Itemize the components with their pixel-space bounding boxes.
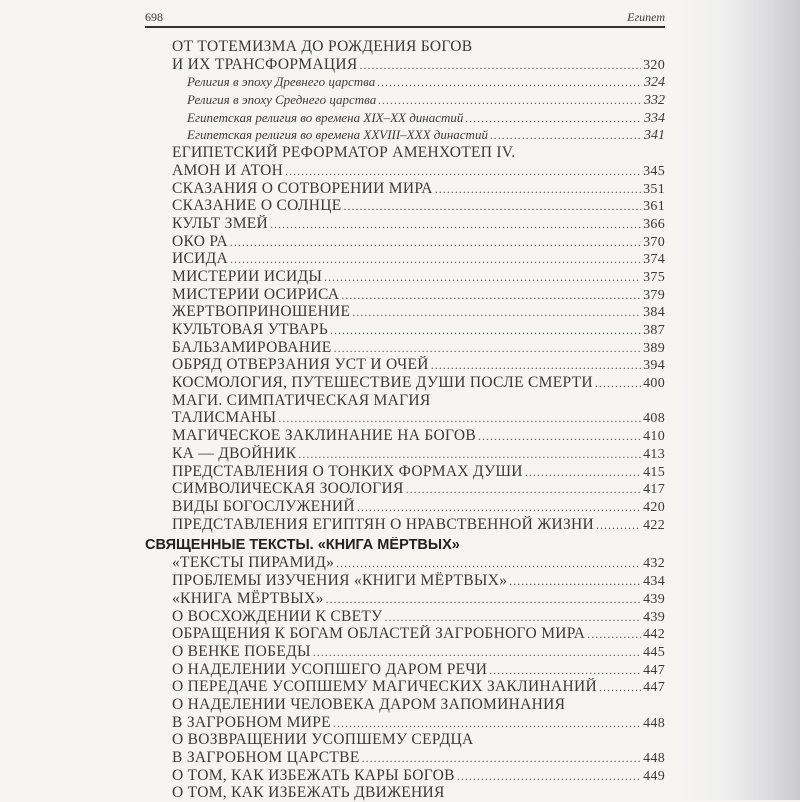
dot-leader bbox=[360, 57, 642, 74]
toc-entry bbox=[145, 643, 665, 661]
entry-page-number: 387 bbox=[643, 323, 665, 338]
entry-page-number: 439 bbox=[643, 591, 665, 607]
entry-page-number: 439 bbox=[643, 609, 665, 625]
dot-leader bbox=[378, 92, 642, 109]
entry-title: О НАДЕЛЕНИИ ЧЕЛОВЕКА ДАРОМ ЗАПОМИНАНИЯ bbox=[172, 695, 566, 713]
entry-page-number: 400 bbox=[643, 376, 665, 392]
entry-page-number: 442 bbox=[643, 627, 665, 643]
dot-leader bbox=[489, 662, 641, 679]
dot-leader bbox=[324, 269, 641, 286]
entry-page-number: 445 bbox=[643, 644, 665, 660]
entry-title: КУЛЬТОВАЯ УТВАРЬ bbox=[172, 321, 329, 338]
toc-entry bbox=[145, 661, 665, 679]
entry-title: КОСМОЛОГИЯ, ПУТЕШЕСТВИЕ ДУШИ ПОСЛЕ СМЕРТИ bbox=[172, 374, 593, 392]
entry-title: ЖЕРТВОПРИНОШЕНИЕ bbox=[172, 303, 351, 321]
dot-leader bbox=[435, 181, 641, 198]
entry-title: ПРЕДСТАВЛЕНИЯ ЕГИПТЯН О НРАВСТВЕННОЙ ЖИЗНИ bbox=[172, 515, 595, 533]
entry-page-number: 432 bbox=[643, 556, 665, 572]
dot-leader bbox=[587, 626, 641, 643]
dot-leader bbox=[478, 428, 641, 445]
dot-leader bbox=[270, 216, 641, 233]
entry-title: СВЯЩЕННЫЕ ТЕКСТЫ. «КНИГА МЁРТВЫХ» bbox=[145, 536, 460, 553]
toc-entry bbox=[145, 590, 665, 608]
dot-leader bbox=[595, 375, 641, 392]
toc-entry bbox=[145, 731, 665, 749]
entry-title: ПРЕДСТАВЛЕНИЯ О ТОНКИХ ФОРМАХ ДУШИ bbox=[172, 462, 523, 480]
dot-leader bbox=[334, 340, 642, 357]
toc-entry bbox=[145, 749, 665, 767]
toc-entry bbox=[145, 356, 665, 374]
toc-entry bbox=[145, 339, 665, 357]
toc-entry bbox=[145, 445, 665, 463]
dot-leader bbox=[230, 251, 641, 268]
toc-entry bbox=[145, 678, 665, 696]
page-number: 698 bbox=[145, 10, 163, 24]
dot-leader bbox=[343, 198, 641, 215]
dot-leader bbox=[596, 517, 641, 534]
dot-leader bbox=[384, 609, 641, 626]
entry-title: О ВОЗВРАЩЕНИИ УСОПШЕМУ СЕРДЦА bbox=[172, 731, 474, 749]
toc-entry bbox=[145, 91, 665, 109]
entry-title: ТАЛИСМАНЫ bbox=[172, 409, 277, 427]
entry-page-number: 448 bbox=[643, 715, 665, 731]
dot-leader bbox=[377, 74, 642, 91]
dot-leader bbox=[362, 750, 642, 767]
entry-title: О ВЕНКЕ ПОБЕДЫ bbox=[172, 642, 311, 660]
toc-entry bbox=[145, 572, 665, 590]
toc-entry bbox=[145, 427, 665, 445]
toc-entry bbox=[145, 38, 665, 56]
entry-page-number: 410 bbox=[643, 429, 665, 445]
dot-leader bbox=[333, 715, 641, 732]
entry-page-number: 332 bbox=[644, 93, 665, 109]
toc-entry bbox=[145, 109, 665, 127]
entry-title: СКАЗАНИЕ О СОЛНЦЕ bbox=[172, 197, 342, 215]
entry-page-number: 324 bbox=[644, 75, 665, 91]
toc-entry bbox=[145, 197, 665, 215]
entry-title: ОКО РА bbox=[172, 232, 228, 250]
toc-entry bbox=[145, 180, 665, 198]
entry-title: Религия в эпоху Древнего царства bbox=[187, 74, 376, 90]
entry-page-number: 320 bbox=[643, 57, 665, 73]
entry-title: СКАЗАНИЯ О СОТВОРЕНИИ МИРА bbox=[172, 179, 433, 197]
entry-title: КУЛЬТ ЗМЕЙ bbox=[172, 214, 269, 232]
entry-page-number: 374 bbox=[643, 252, 665, 268]
entry-title: МАГИЧЕСКОЕ ЗАКЛИНАНИЕ НА БОГОВ bbox=[172, 427, 476, 445]
entry-title: ОБРАЩЕНИЯ К БОГАМ ОБЛАСТЕЙ ЗАГРОБНОГО МИРА bbox=[172, 625, 586, 643]
entry-page-number: 413 bbox=[643, 446, 665, 462]
toc-entry bbox=[145, 268, 665, 286]
dot-leader bbox=[599, 679, 641, 696]
entry-title: Египетская религия во времена XXVIII–XXX династий bbox=[187, 127, 488, 143]
entry-page-number: 394 bbox=[643, 358, 665, 374]
entry-title: ИСИДА bbox=[172, 250, 228, 268]
running-title: Египет bbox=[627, 10, 665, 24]
entry-title: О ВОСХОЖДЕНИИ К СВЕТУ bbox=[172, 607, 383, 625]
entry-title: «КНИГА МЁРТВЫХ» bbox=[172, 589, 324, 607]
dot-leader bbox=[336, 555, 641, 572]
section-heading bbox=[145, 537, 665, 555]
dot-leader bbox=[406, 481, 642, 498]
dot-leader bbox=[431, 357, 641, 374]
entry-page-number: 379 bbox=[643, 287, 665, 303]
toc-entry bbox=[145, 714, 665, 732]
page-header bbox=[145, 4, 665, 28]
entry-title: ОБРЯД ОТВЕРЗАНИЯ УСТ И ОЧЕЙ bbox=[172, 356, 429, 374]
entry-title: И ИХ ТРАНСФОРМАЦИЯ bbox=[172, 55, 358, 73]
toc-entry bbox=[145, 73, 665, 91]
entry-title: ПРОБЛЕМЫ ИЗУЧЕНИЯ «КНИГИ МЁРТВЫХ» bbox=[172, 572, 508, 590]
toc-entry bbox=[145, 144, 665, 162]
entry-title: АМОН И АТОН bbox=[172, 161, 284, 179]
entry-title: О НАДЕЛЕНИИ УСОПШЕГО ДАРОМ РЕЧИ bbox=[172, 660, 488, 678]
entry-title: О ТОМ, КАК ИЗБЕЖАТЬ КАРЫ БОГОВ bbox=[172, 766, 455, 784]
dot-leader bbox=[278, 410, 641, 427]
dot-leader bbox=[490, 127, 642, 144]
dot-leader bbox=[341, 287, 641, 304]
toc-entry bbox=[145, 554, 665, 572]
entry-title: БАЛЬЗАМИРОВАНИЕ bbox=[172, 338, 332, 356]
entry-title: В ЗАГРОБНОМ МИРЕ bbox=[172, 713, 331, 731]
entry-page-number: 408 bbox=[643, 411, 665, 427]
entry-page-number: 375 bbox=[643, 269, 665, 285]
toc-entry bbox=[145, 767, 665, 785]
entry-page-number: 370 bbox=[643, 234, 665, 250]
entry-page-number: 420 bbox=[643, 499, 665, 515]
entry-title: КА — ДВОЙНИК bbox=[172, 444, 297, 462]
dot-leader bbox=[525, 464, 641, 481]
entry-page-number: 384 bbox=[643, 305, 665, 321]
entry-title: МАГИ. СИМПАТИЧЕСКАЯ МАГИЯ bbox=[172, 391, 431, 409]
toc-entry bbox=[145, 516, 665, 534]
entry-title: ОТ ТОТЕМИЗМА ДО РОЖДЕНИЯ БОГОВ bbox=[172, 38, 473, 55]
toc-entry bbox=[145, 250, 665, 268]
entry-page-number: 415 bbox=[643, 464, 665, 480]
entry-title: МИСТЕРИИ ИСИДЫ bbox=[172, 267, 323, 285]
toc-entry bbox=[145, 126, 665, 144]
dot-leader bbox=[352, 304, 641, 321]
entry-page-number: 447 bbox=[643, 662, 665, 678]
entry-title: СИМВОЛИЧЕСКАЯ ЗООЛОГИЯ bbox=[172, 480, 404, 498]
entry-page-number: 361 bbox=[643, 199, 665, 215]
entry-title: В ЗАГРОБНОМ ЦАРСТВЕ bbox=[172, 749, 360, 766]
toc-entry bbox=[145, 215, 665, 233]
entry-title: «ТЕКСТЫ ПИРАМИД» bbox=[172, 554, 335, 572]
dot-leader bbox=[357, 499, 641, 516]
dot-leader bbox=[230, 234, 641, 251]
toc-entry bbox=[145, 162, 665, 180]
entry-page-number: 366 bbox=[643, 216, 665, 232]
entry-page-number: 448 bbox=[643, 751, 665, 766]
toc-entry bbox=[145, 480, 665, 498]
dot-leader bbox=[457, 768, 641, 785]
entry-title: ЕГИПЕТСКИЙ РЕФОРМАТОР АМЕНХОТЕП IV. bbox=[172, 144, 516, 162]
entry-page-number: 434 bbox=[643, 574, 665, 590]
toc-entry bbox=[145, 784, 665, 802]
toc-entry bbox=[145, 608, 665, 626]
dot-leader bbox=[285, 163, 641, 180]
table-of-contents bbox=[145, 38, 665, 802]
entry-page-number: 345 bbox=[643, 163, 665, 179]
entry-page-number: 351 bbox=[643, 181, 665, 197]
page-edge-shadow bbox=[680, 0, 800, 800]
entry-title: Религия в эпоху Среднего царства bbox=[187, 92, 377, 108]
entry-page-number: 417 bbox=[643, 482, 665, 498]
entry-title: МИСТЕРИИ ОСИРИСА bbox=[172, 285, 340, 303]
entry-title: О ПЕРЕДАЧЕ УСОПШЕМУ МАГИЧЕСКИХ ЗАКЛИНАНИЙ bbox=[172, 678, 597, 696]
entry-title: ВИДЫ БОГОСЛУЖЕНИЙ bbox=[172, 497, 355, 515]
dot-leader bbox=[509, 573, 641, 590]
toc-entry bbox=[145, 374, 665, 392]
toc-entry bbox=[145, 463, 665, 481]
toc-entry bbox=[145, 409, 665, 427]
entry-page-number: 334 bbox=[644, 110, 665, 126]
toc-entry bbox=[145, 286, 665, 304]
entry-title: Египетская религия во времена XIX–XX династий bbox=[187, 109, 464, 125]
toc-entry bbox=[145, 56, 665, 74]
dot-leader bbox=[330, 322, 641, 339]
entry-page-number: 341 bbox=[644, 128, 665, 144]
entry-page-number: 422 bbox=[643, 517, 665, 533]
toc-entry bbox=[145, 303, 665, 321]
entry-page-number: 449 bbox=[643, 768, 665, 784]
toc-entry bbox=[145, 498, 665, 516]
toc-entry bbox=[145, 392, 665, 410]
toc-entry bbox=[145, 696, 665, 714]
dot-leader bbox=[298, 446, 641, 463]
toc-entry bbox=[145, 233, 665, 251]
dot-leader bbox=[326, 591, 641, 608]
entry-title: О ТОМ, КАК ИЗБЕЖАТЬ ДВИЖЕНИЯ bbox=[172, 784, 445, 802]
entry-page-number: 447 bbox=[643, 680, 665, 696]
toc-entry bbox=[145, 321, 665, 339]
dot-leader bbox=[313, 644, 641, 661]
toc-entry bbox=[145, 625, 665, 643]
entry-page-number: 389 bbox=[643, 340, 665, 356]
dot-leader bbox=[465, 110, 642, 127]
